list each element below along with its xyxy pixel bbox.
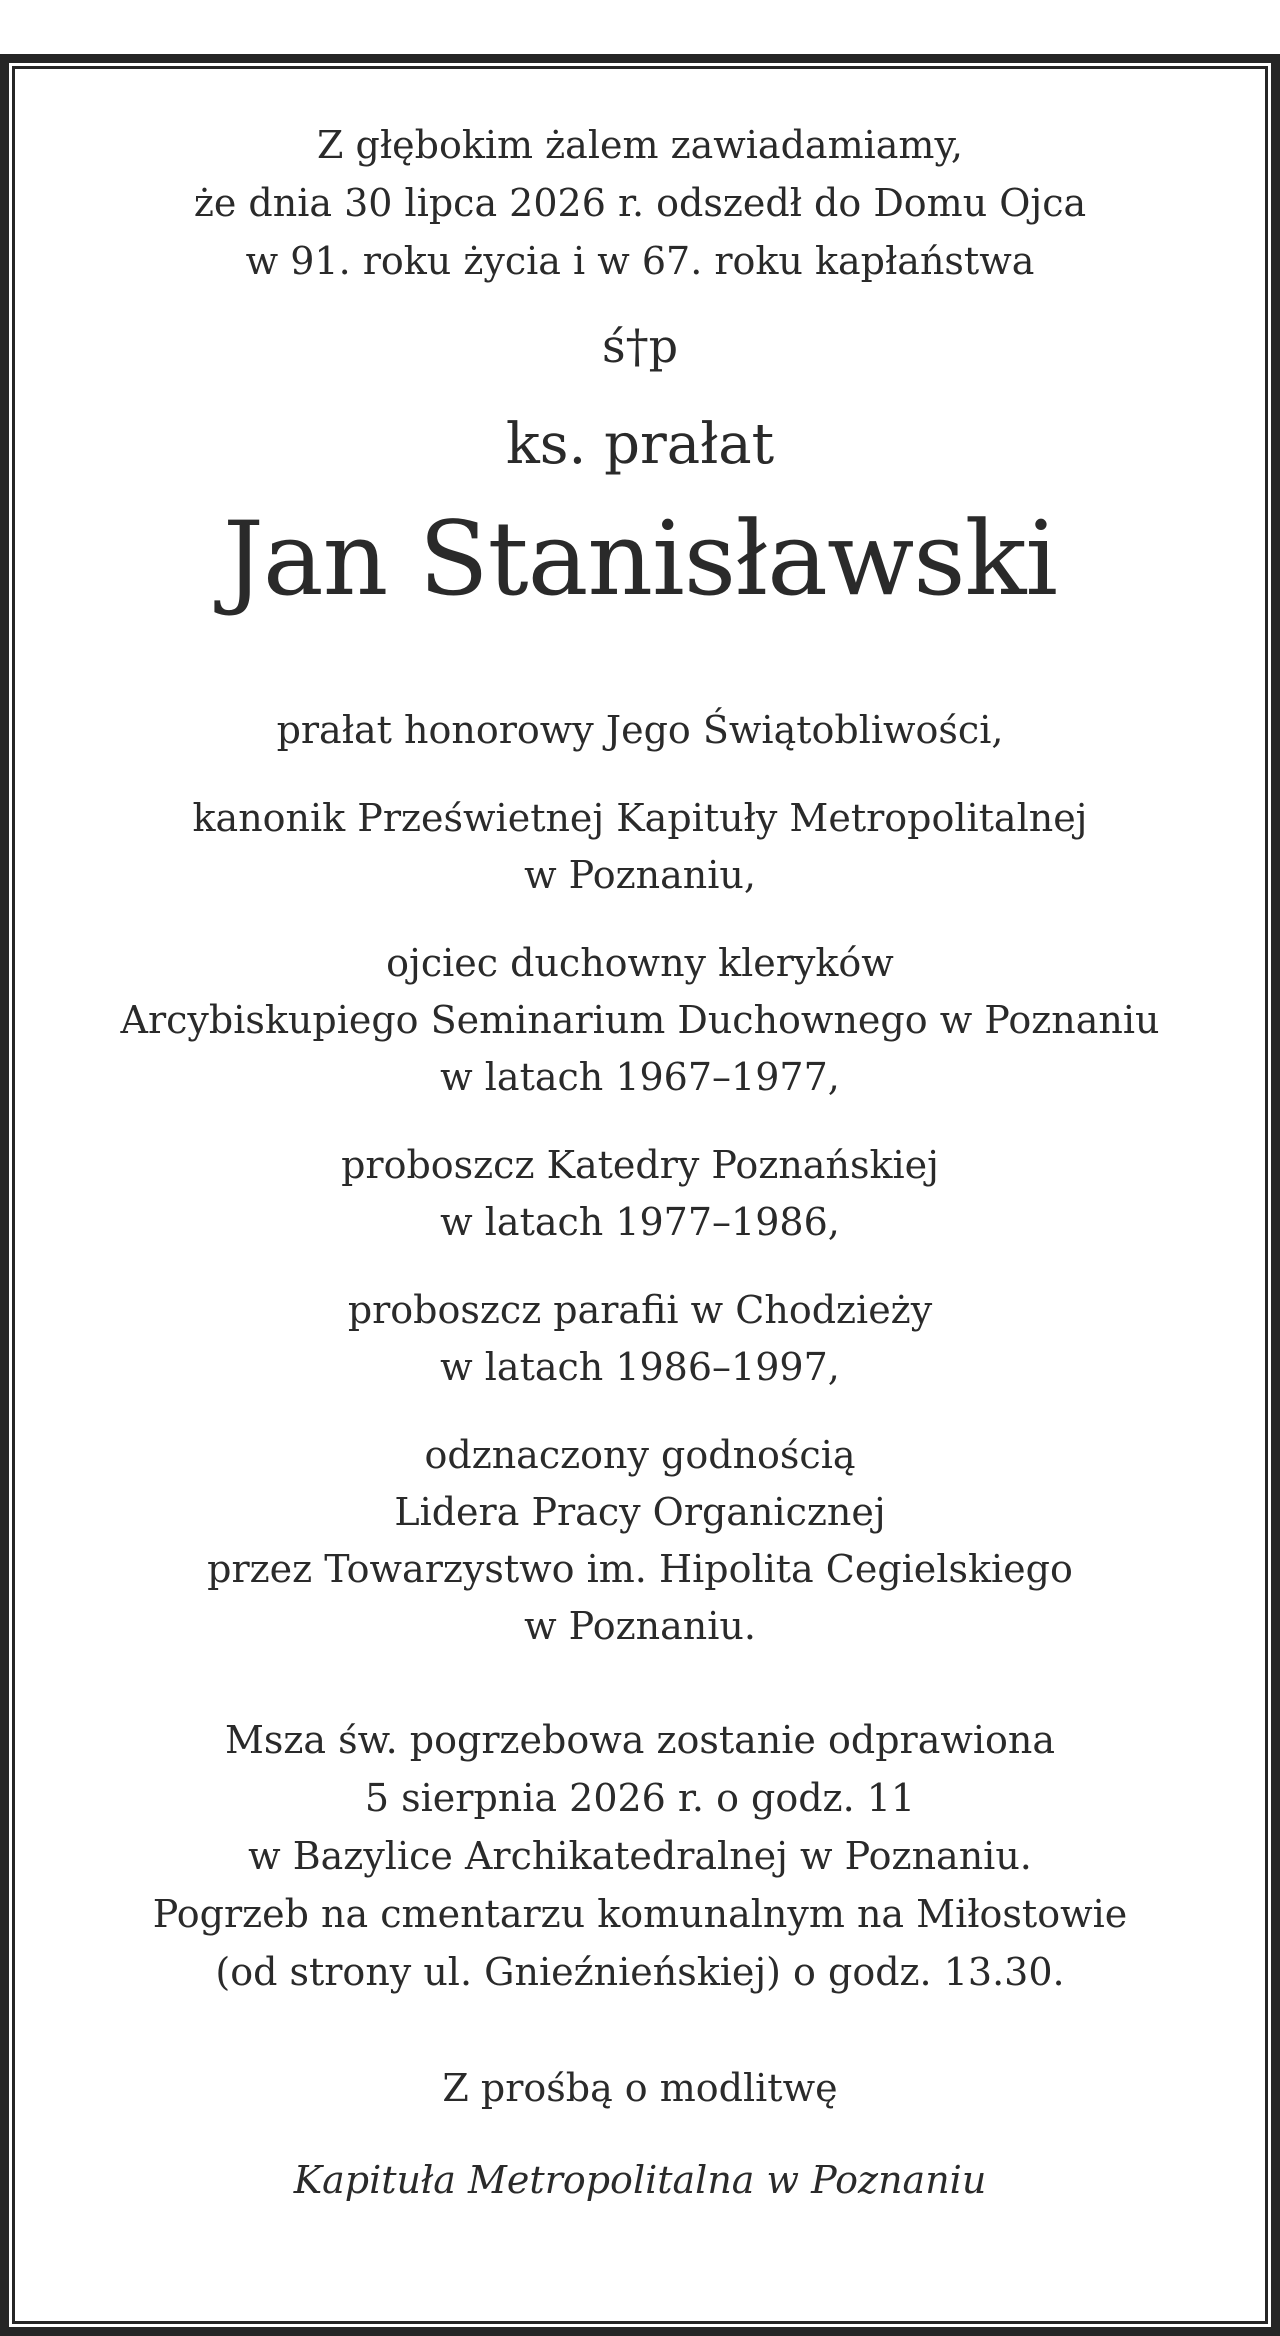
role-line: ojciec duchowny kleryków bbox=[386, 941, 894, 985]
role-line: w Poznaniu, bbox=[524, 853, 756, 897]
role-line: Arcybiskupiego Seminarium Duchownego w Poznaniu bbox=[120, 998, 1160, 1042]
role-entry bbox=[20, 1427, 1260, 1655]
role-line: w latach 1967–1977, bbox=[440, 1055, 840, 1099]
role-line: proboszcz parafii w Chodzieży bbox=[347, 1288, 933, 1332]
stp-abbreviation: ś†p bbox=[601, 319, 679, 373]
clerical-title: ks. prałat bbox=[505, 412, 775, 477]
role-line: prałat honorowy Jego Świątobliwości, bbox=[276, 708, 1004, 752]
intro-line: Z głębokim żalem zawiadamiamy, bbox=[317, 123, 963, 167]
role-entry bbox=[20, 1282, 1260, 1396]
role-entry bbox=[20, 935, 1260, 1106]
funeral-line: (od strony ul. Gnieźnieńskiej) o godz. 13.30. bbox=[215, 1950, 1065, 1994]
intro-line: w 91. roku życia i w 67. roku kapłaństwa bbox=[245, 239, 1035, 283]
role-line: Lidera Pracy Organicznej bbox=[394, 1490, 886, 1534]
obituary-content bbox=[20, 116, 1260, 2209]
role-line: w Poznaniu. bbox=[524, 1604, 756, 1648]
prayer-request: Z prośbą o modlitwę bbox=[442, 2066, 838, 2110]
intro-paragraph bbox=[20, 116, 1260, 290]
role-line: proboszcz Katedry Poznańskiej bbox=[341, 1143, 939, 1187]
funeral-line: 5 sierpnia 2026 r. o godz. 11 bbox=[364, 1776, 916, 1820]
funeral-line: Msza św. pogrzebowa zostanie odprawiona bbox=[224, 1718, 1056, 1762]
funeral-line: Pogrzeb na cmentarzu komunalnym na Miłostowie bbox=[152, 1892, 1128, 1936]
role-line: w latach 1977–1986, bbox=[440, 1200, 840, 1244]
role-entry bbox=[20, 790, 1260, 904]
funeral-details bbox=[20, 1711, 1260, 2001]
role-entry bbox=[20, 1137, 1260, 1251]
role-line: odznaczony godnością bbox=[424, 1433, 856, 1477]
deceased-name: Jan Stanisławski bbox=[222, 500, 1058, 619]
funeral-line: w Bazylice Archikatedralnej w Poznaniu. bbox=[248, 1834, 1032, 1878]
role-line: przez Towarzystwo im. Hipolita Cegielskiego bbox=[207, 1547, 1073, 1591]
role-entry bbox=[20, 702, 1260, 759]
roles-list bbox=[20, 702, 1260, 1655]
signature: Kapituła Metropolitalna w Poznaniu bbox=[293, 2158, 987, 2202]
role-line: w latach 1986–1997, bbox=[440, 1345, 840, 1389]
intro-line: że dnia 30 lipca 2026 r. odszedł do Domu Ojca bbox=[193, 181, 1087, 225]
role-line: kanonik Prześwietnej Kapituły Metropolitalnej bbox=[192, 796, 1088, 840]
